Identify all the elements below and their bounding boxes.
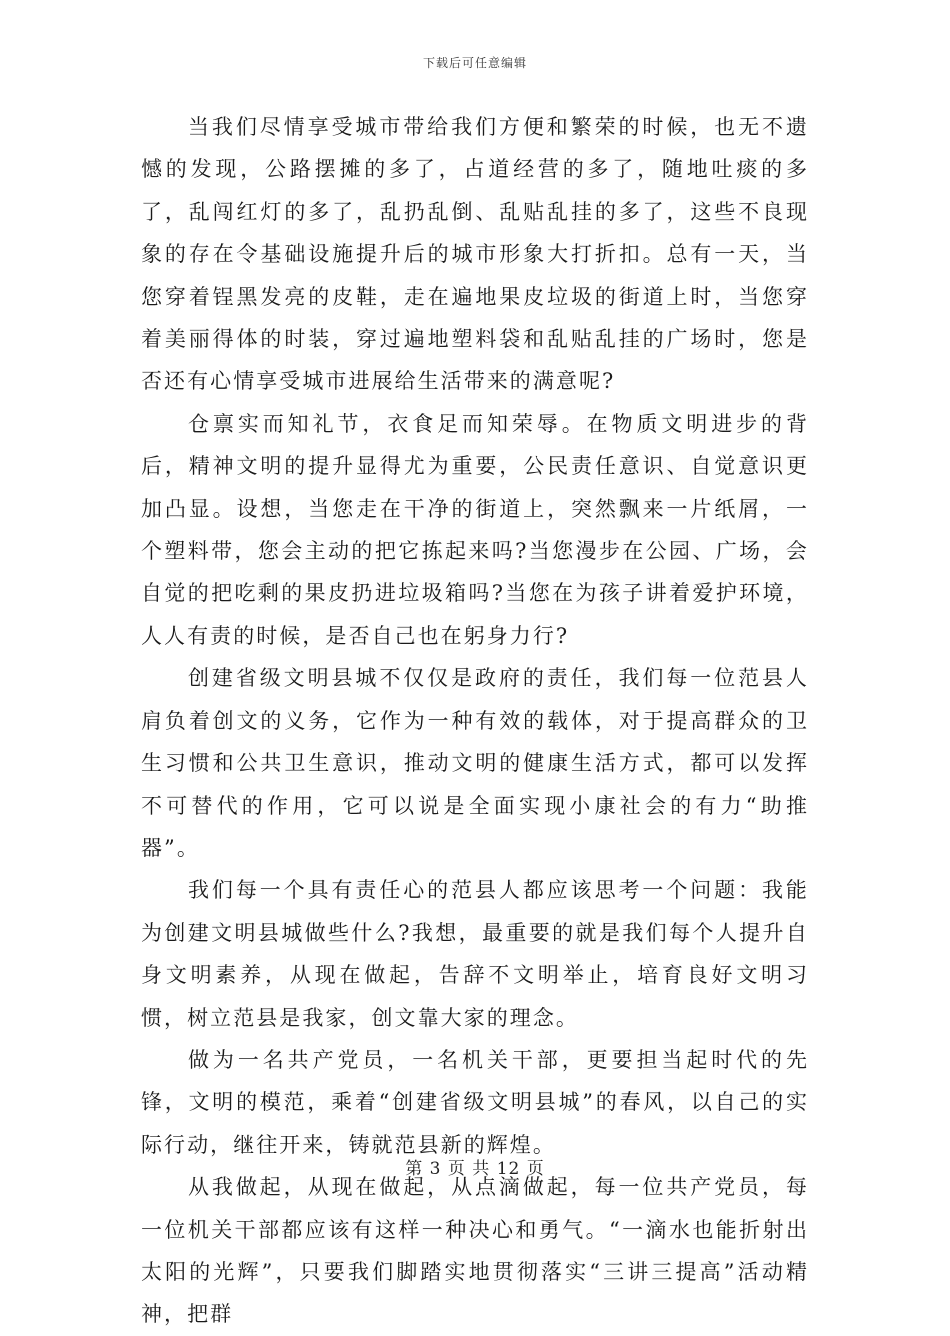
- paragraph-3: 创建省级文明县城不仅仅是政府的责任，我们每一位范县人肩负着创文的义务，它作为一种有效的载体，对于提高群众的卫生习惯和公共卫生意识，推动文明的健康生活方式，都可以发挥不可替代的作用，它可以说是全面实现小康社会的有力“助推器”。: [141, 666, 809, 860]
- paragraph-1: 当我们尽情享受城市带给我们方便和繁荣的时候，也无不遗憾的发现，公路摆摊的多了，占道经营的多了，随地吐痰的多了，乱闯红灯的多了，乱扔乱倒、乱贴乱挂的多了，这些不良现象的存在令基础设施提升后的城市形象大打折扣。总有一天，当您穿着锃黑发亮的皮鞋，走在遍地果皮垃圾的街道上时，当您穿着美丽得体的时装，穿过遍地塑料袋和乱贴乱挂的广场时，您是否还有心情享受城市进展给生活带来的满意呢?: [141, 115, 809, 394]
- paragraph-2: 仓禀实而知礼节，衣食足而知荣辱。在物质文明进步的背后，精神文明的提升显得尤为重要，公民责任意识、自觉意识更加凸显。设想，当您走在干净的街道上，突然飘来一片纸屑，一个塑料带，您会主动的把它拣起来吗?当您漫步在公园、广场，会自觉的把吃剩的果皮扔进垃圾箱吗?当您在为孩子讲着爱护环境，人人有责的时候，是否自己也在躬身力行?: [141, 411, 809, 648]
- document-body: [141, 106, 809, 1336]
- paragraph-5: 做为一名共产党员，一名机关干部，更要担当起时代的先锋，文明的模范，乘着“创建省级文明县城”的春风，以自己的实际行动，继往开来，铸就范县新的辉煌。: [141, 1047, 809, 1157]
- paragraph-4: 我们每一个具有责任心的范县人都应该思考一个问题：我能为创建文明县城做些什么?我想，最重要的就是我们每个人提升自身文明素养，从现在做起，告辞不文明举止，培育良好文明习惯，树立范县是我家，创文靠大家的理念。: [141, 878, 809, 1030]
- page-number: 第 3 页 共 12 页: [405, 1159, 545, 1179]
- page-header-note: 下载后可任意编辑: [422, 56, 527, 70]
- paragraph-6: 从我做起，从现在做起，从点滴做起，每一位共产党员，每一位机关干部都应该有这样一种决心和勇气。“一滴水也能折射出太阳的光辉”，只要我们脚踏实地贯彻落实“三讲三提高”活动精神，把群: [141, 1175, 809, 1327]
